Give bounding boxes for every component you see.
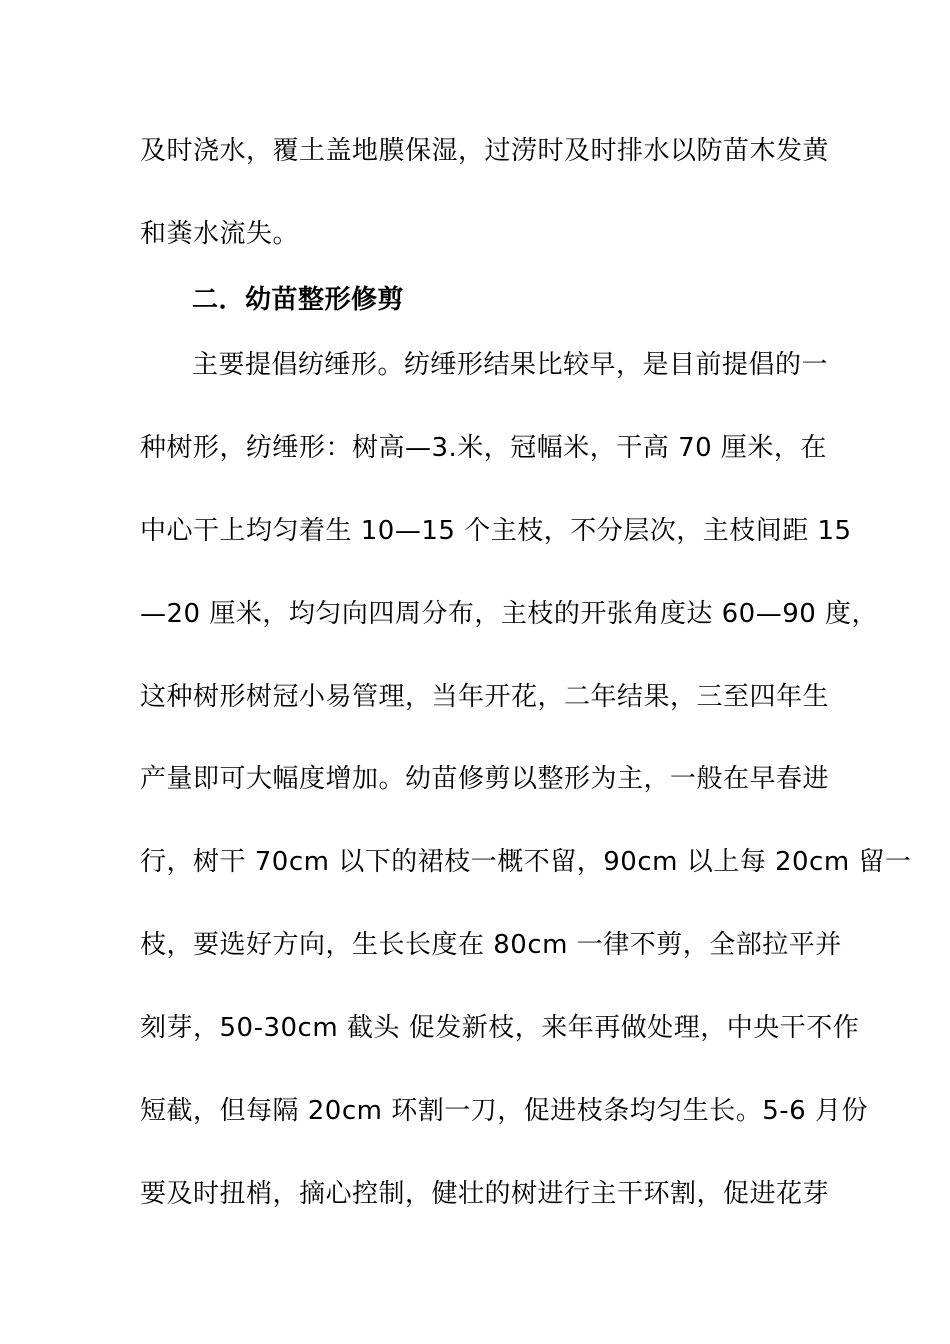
paragraph-line-3: 主要提倡纺缍形。纺缍形结果比较早，是目前提倡的一: [192, 350, 829, 380]
paragraph-line-13: 要及时扭梢，摘心控制，健壮的树进行主干环割，促进花芽: [140, 1179, 830, 1209]
paragraph-line-7: 这种树形树冠小易管理，当年开花，二年结果，三至四年生: [140, 682, 830, 712]
paragraph-line-10: 枝，要选好方向，生长长度在 80cm 一律不剪，全部拉平并: [140, 930, 842, 960]
paragraph-line-4: 种树形，纺缍形：树高—3.米，冠幅米，干高 70 厘米，在: [140, 433, 827, 463]
paragraph-line-12: 短截，但每隔 20cm 环割一刀，促进枝条均匀生长。5-6 月份: [140, 1096, 868, 1126]
section-heading: 二．幼苗整形修剪: [192, 285, 405, 315]
paragraph-line-11: 刻芽，50-30cm 截头 促发新枝，来年再做处理，中央干不作: [140, 1013, 860, 1043]
paragraph-line-2: 和粪水流失。: [140, 219, 300, 249]
paragraph-line-1: 及时浇水，覆土盖地膜保湿，过涝时及时排水以防苗木发黄: [140, 136, 830, 166]
paragraph-line-5: 中心干上均匀着生 10—15 个主枝，不分层次，主枝间距 15: [140, 516, 852, 546]
paragraph-line-8: 产量即可大幅度增加。幼苗修剪以整形为主，一般在早春进: [140, 764, 830, 794]
paragraph-line-6: —20 厘米，均匀向四周分布，主枝的开张角度达 60—90 度，: [140, 599, 879, 629]
paragraph-line-9: 行，树干 70cm 以下的裙枝一概不留，90cm 以上每 20cm 留一: [140, 847, 912, 877]
